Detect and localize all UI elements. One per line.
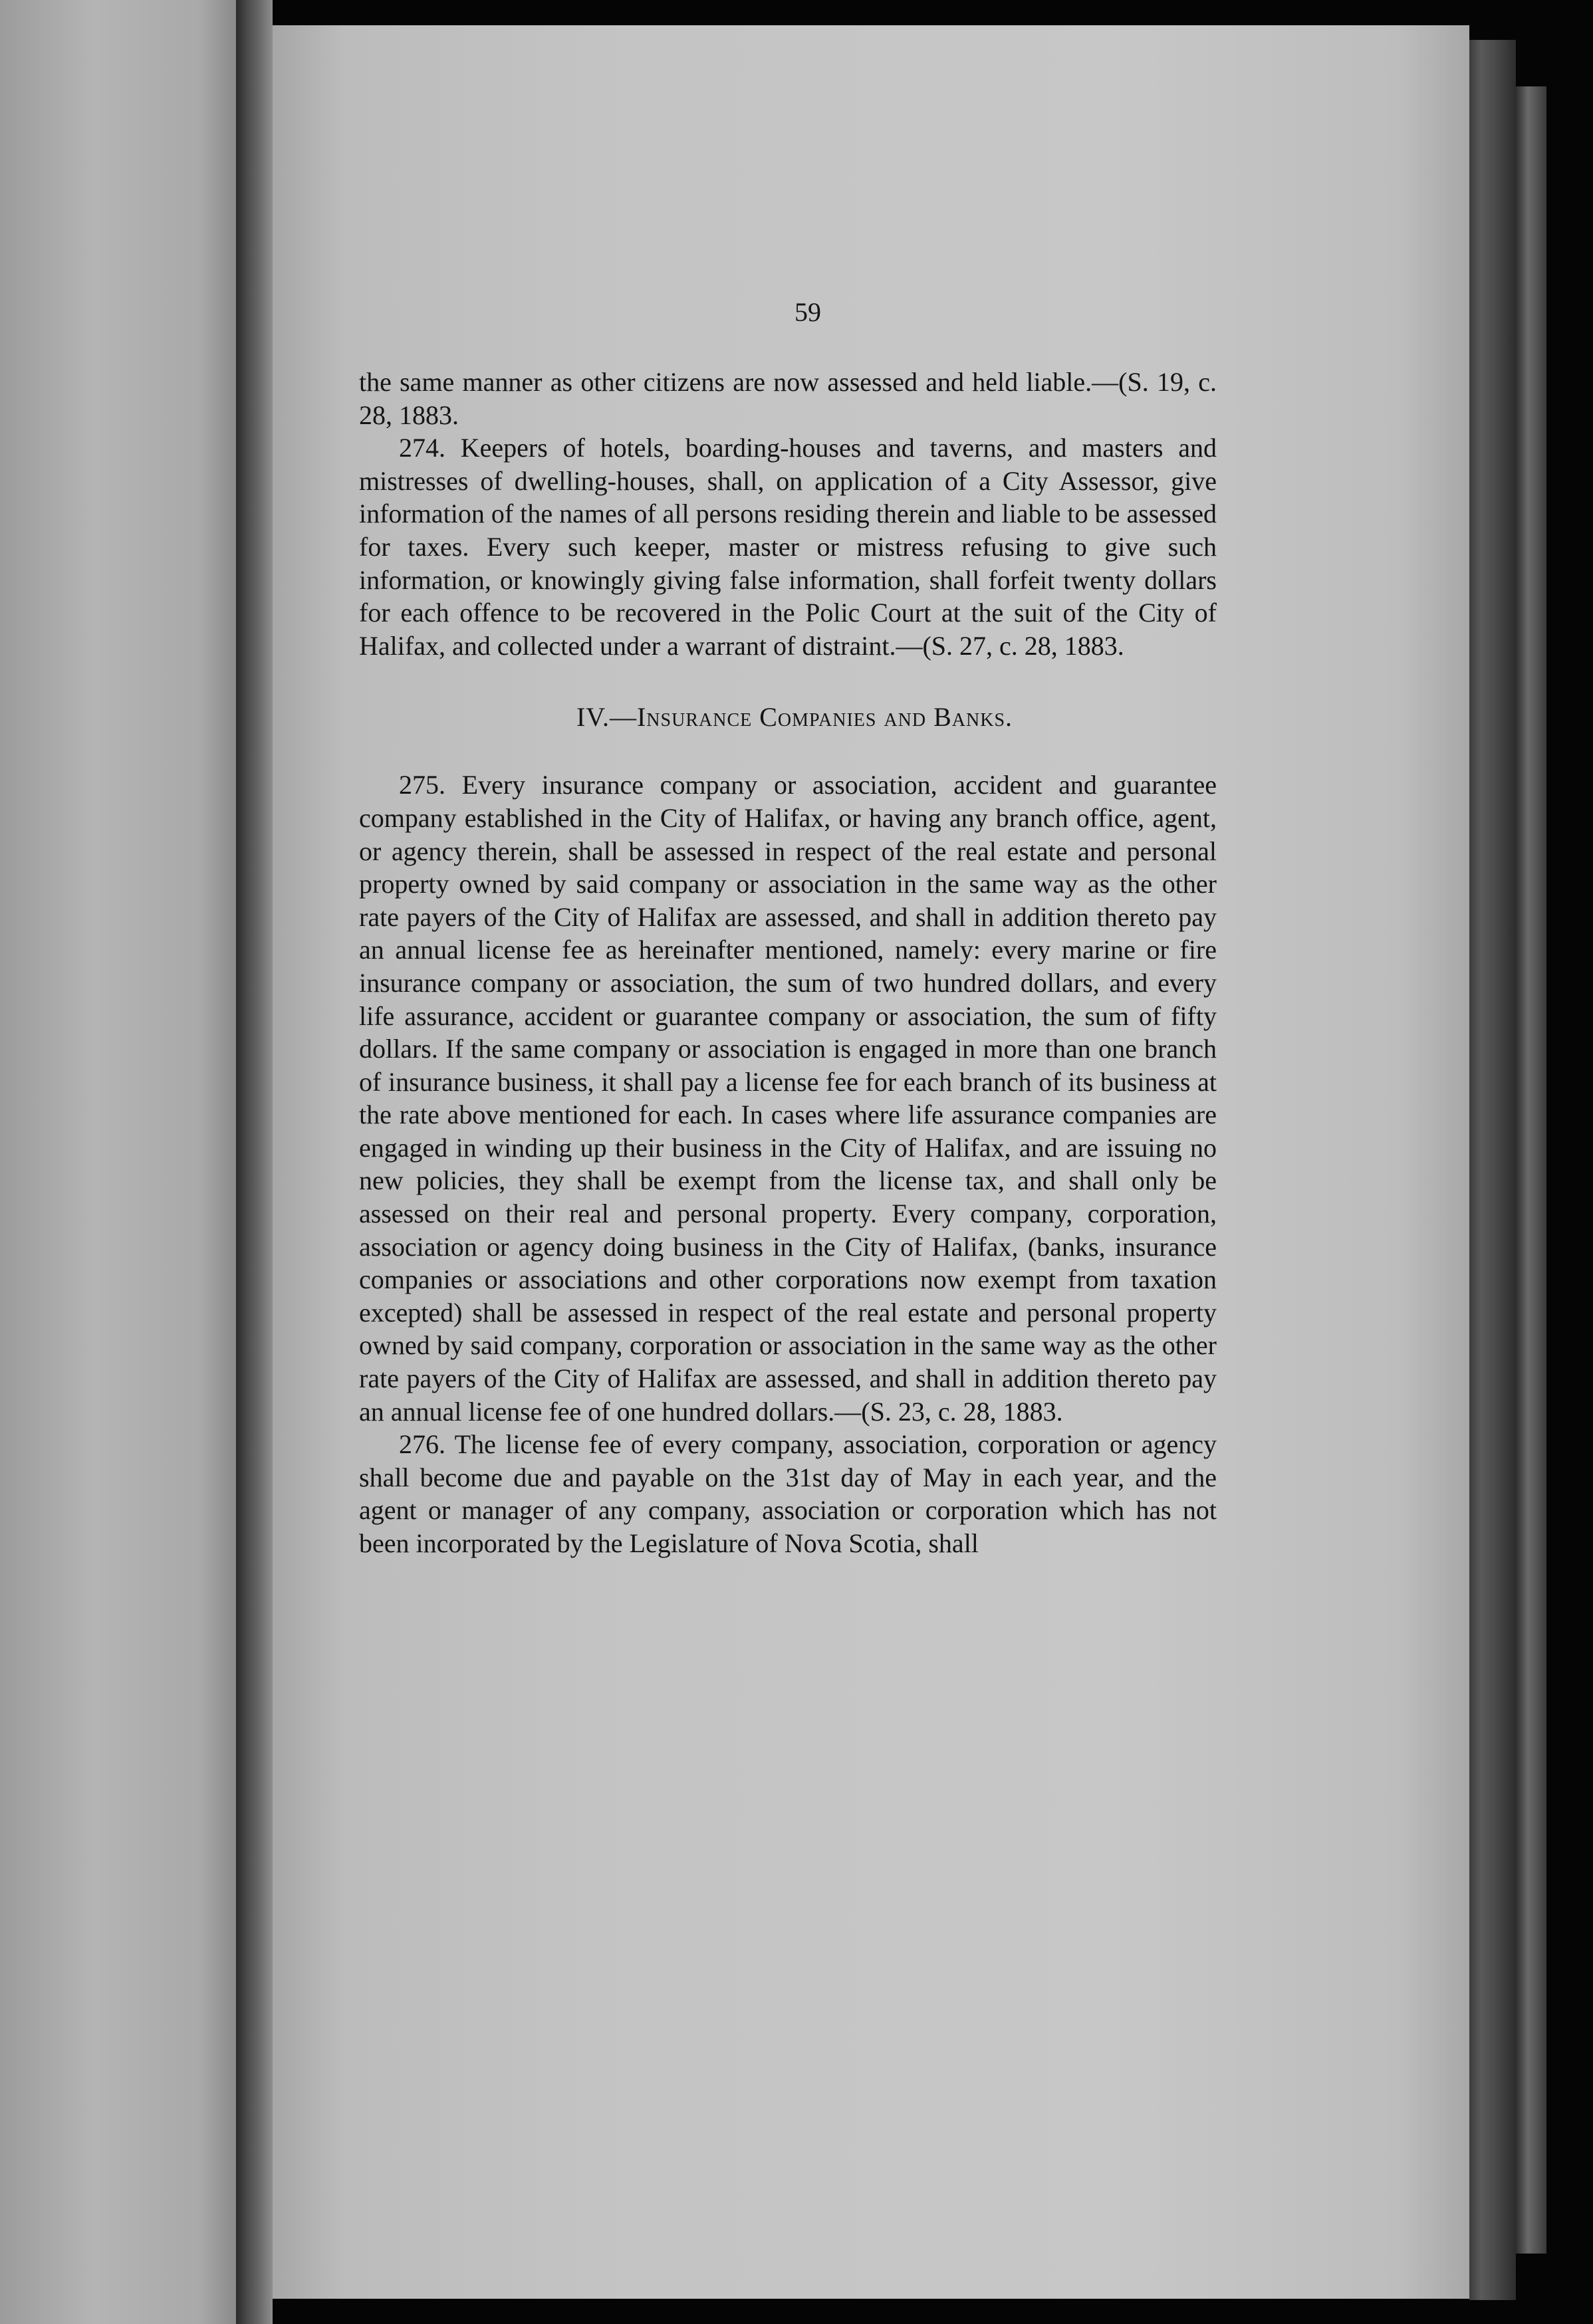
page-stack-edge [1469,40,1516,2300]
book-gutter [236,0,273,2324]
book-cover-edge [1516,86,1546,2254]
section-heading: IV.—Insurance Companies and Banks. [576,702,1013,733]
previous-page-edge [0,0,236,2324]
page-number: 59 [795,297,821,327]
page-text [359,292,1217,1560]
paragraph-276: 276. The license fee of every company, association, corporation or agency shall become due and payable on the 31st day of May in each year, and the agent or manager of any company, association or corporation which has not been incorporated by the Legislature of Nova Scotia, shall [359,1429,1217,1558]
paragraph-continuation: the same manner as other citizens are now assessed and held liable.—(S. 19, c. 28, 1883. [359,367,1217,430]
paragraph-275: 275. Every insurance company or association, accident and guarantee company established in the City of Halifax, or having any branch office, agent, or agency therein, shall be assessed in respect of the real estate and personal property owned by said company or association in the same way as the other rate payers of the City of Halifax are assessed, and shall in addition thereto pay an annual license fee as hereinafter mentioned, namely: every marine or fire insurance company or association, the sum of two hundred dollars, and every life assurance, accident or guarantee company or association, the sum of fifty dollars. If the same company or association is engaged in more than one branch of insurance business, it shall pay a license fee for each branch of its business at the rate above mentioned for each. In cases where life assurance companies are engaged in winding up their business in the City of Halifax, and are issuing no new policies, they shall be exempt from the license tax, and shall only be assessed on their real and personal property. Every company, corporation, association or agency doing business in the City of Halifax, (banks, insurance companies or associations and other corporations now exempt from taxation excepted) shall be assessed in respect of the real estate and personal property owned by said company, corporation or association in the same way as the other rate payers of the City of Halifax are assessed, and shall in addition thereto pay an annual license fee of one hundred dollars.—(S. 23, c. 28, 1883. [359,770,1217,1427]
paragraph-274: 274. Keepers of hotels, boarding-houses and taverns, and masters and mistresses of dwelling-houses, shall, on application of a City Assessor, give information of the names of all persons residing therein and liable to be assessed for taxes. Every such keeper, master or mistress refusing to give such information, or knowingly giving false information, shall forfeit twenty dollars for each offence to be recovered in the Polic Court at the suit of the City of Halifax, and collected under a warrant of distraint.—(S. 27, c. 28, 1883. [359,433,1217,661]
